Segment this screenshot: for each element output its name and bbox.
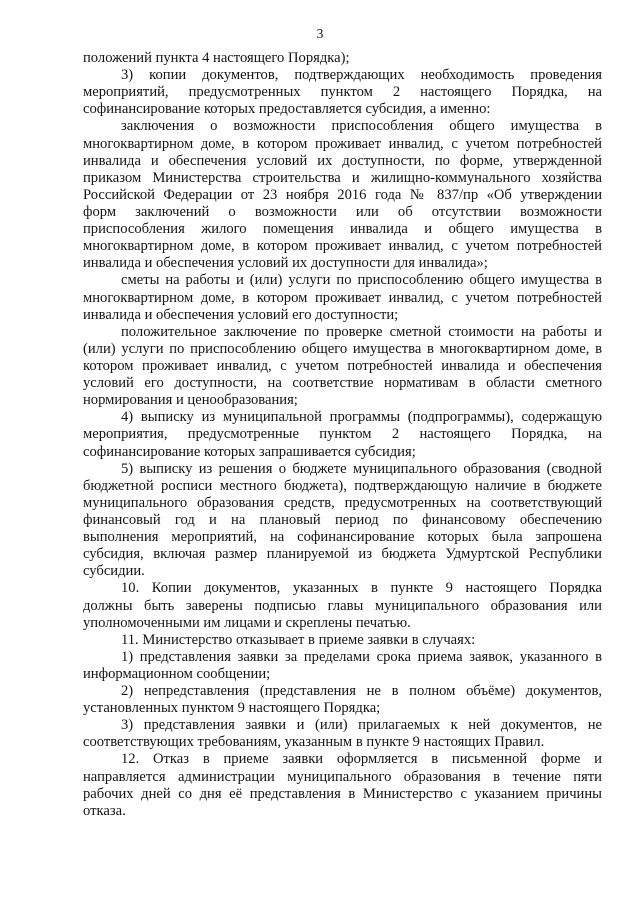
text-line: мероприятия, предусмотренные пунктом 2 настоящего Порядка, на — [83, 426, 602, 443]
text-line: сметы на работы и (или) услуги по приспособлению общего имущества в — [121, 272, 602, 289]
text-line: муниципального образования средств, предусмотренных на соответствующий — [83, 494, 602, 511]
text-line: соответствующих требованиям, указанным в пункте 9 настоящих Правил. — [83, 734, 545, 751]
text-line: форм заключений о возможности или об отсутствии возможности — [83, 203, 602, 220]
paragraph — [83, 50, 602, 67]
text-line: условий его доступности, на соответствие нормативам в области сметного — [83, 375, 602, 392]
text-line: нормирования и ценообразования; — [83, 392, 298, 409]
text-line: мероприятий, предусмотренных пунктом 2 настоящего Порядка, на — [83, 84, 602, 101]
text-line: многоквартирном доме, в котором проживает инвалид, с учетом потребностей — [83, 135, 602, 152]
text-line: рабочих дней со дня её представления в Министерство с указанием причины — [83, 785, 602, 802]
text-line: 10. Копии документов, указанных в пункте 9 настоящего Порядка — [121, 580, 602, 597]
paragraph — [83, 324, 602, 410]
text-line: 12. Отказ в приеме заявки оформляется в письменной форме и — [121, 751, 602, 768]
text-line: положительное заключение по проверке сметной стоимости на работы и — [121, 323, 602, 340]
text-line: 3) копии документов, подтверждающих необходимость проведения — [121, 67, 602, 84]
paragraph — [83, 409, 602, 460]
text-line: инвалида и обеспечения условий их доступности для инвалида»; — [83, 255, 488, 272]
paragraph — [83, 118, 602, 272]
text-line: субсидия, включая размер планируемой из бюджета Удмуртской Республики — [83, 546, 602, 563]
text-line: 5) выписку из решения о бюджете муниципального образования (сводной — [121, 460, 602, 477]
document-body — [83, 50, 602, 820]
paragraph — [83, 683, 602, 717]
text-line: должны быть заверены подписью главы муниципального образования или — [83, 597, 602, 614]
paragraph — [83, 717, 602, 751]
text-line: инвалида и обеспечения условий их доступности, по форме, утвержденной — [83, 152, 602, 169]
text-line: 3) представления заявки и (или) прилагаемых к ней документов, не — [121, 717, 602, 734]
text-line: софинансирование которых запрашивается субсидия; — [83, 443, 416, 460]
text-line: 11. Министерство отказывает в приеме заявки в случаях: — [121, 631, 476, 648]
text-line: бюджетной росписи местного бюджета), подтверждающую наличие в бюджете — [83, 477, 602, 494]
text-line: информационном сообщении; — [83, 665, 271, 682]
paragraph — [83, 272, 602, 323]
paragraph — [83, 67, 602, 118]
text-line: (или) услуги по приспособлению общего имущества в многоквартирном доме, в — [83, 340, 602, 357]
paragraph — [83, 751, 602, 819]
paragraph — [83, 580, 602, 631]
text-line: 4) выписку из муниципальной программы (подпрограммы), содержащую — [121, 409, 602, 426]
text-line: котором проживает инвалид, с учетом потребностей инвалида и обеспечения — [83, 357, 602, 374]
text-line: установленных пунктом 9 настоящего Порядка; — [83, 700, 381, 717]
text-line: приспособления жилого помещения инвалида и общего имущества в — [83, 221, 602, 238]
paragraph — [83, 461, 602, 581]
page-number: 3 — [316, 26, 324, 41]
text-line: многоквартирном доме, в котором проживает инвалид, с учетом потребностей — [83, 289, 602, 306]
text-line: Российской Федерации от 23 ноября 2016 года № 837/пр «Об утверждении — [83, 186, 602, 203]
text-line: заключения о возможности приспособления общего имущества в — [121, 118, 602, 135]
text-line: финансовый год и на плановый период по финансовому обеспечению — [83, 511, 602, 528]
text-line: многоквартирном доме, в котором проживает инвалид, с учетом потребностей — [83, 238, 602, 255]
text-line: субсидии. — [83, 563, 145, 580]
text-line: приказом Министерства строительства и жилищно-коммунального хозяйства — [83, 169, 602, 186]
paragraph — [83, 649, 602, 683]
text-line: софинансирование которых предоставляется субсидия, а именно: — [83, 101, 491, 118]
text-line: 1) представления заявки за пределами срока приема заявок, указанного в — [121, 648, 602, 665]
text-line: 2) непредставления (представления не в полном объёме) документов, — [121, 683, 602, 700]
text-line: инвалида и обеспечения условий его доступности; — [83, 306, 399, 323]
text-line: выполнения мероприятий, на софинансирование которых была запрошена — [83, 529, 602, 546]
text-line: отказа. — [83, 802, 126, 819]
text-line: направляется администрации муниципального образования в течение пяти — [83, 768, 602, 785]
text-line: положений пункта 4 настоящего Порядка); — [83, 50, 350, 66]
text-line: уполномоченными им лицами и скреплены печатью. — [83, 614, 411, 631]
paragraph — [83, 632, 602, 649]
